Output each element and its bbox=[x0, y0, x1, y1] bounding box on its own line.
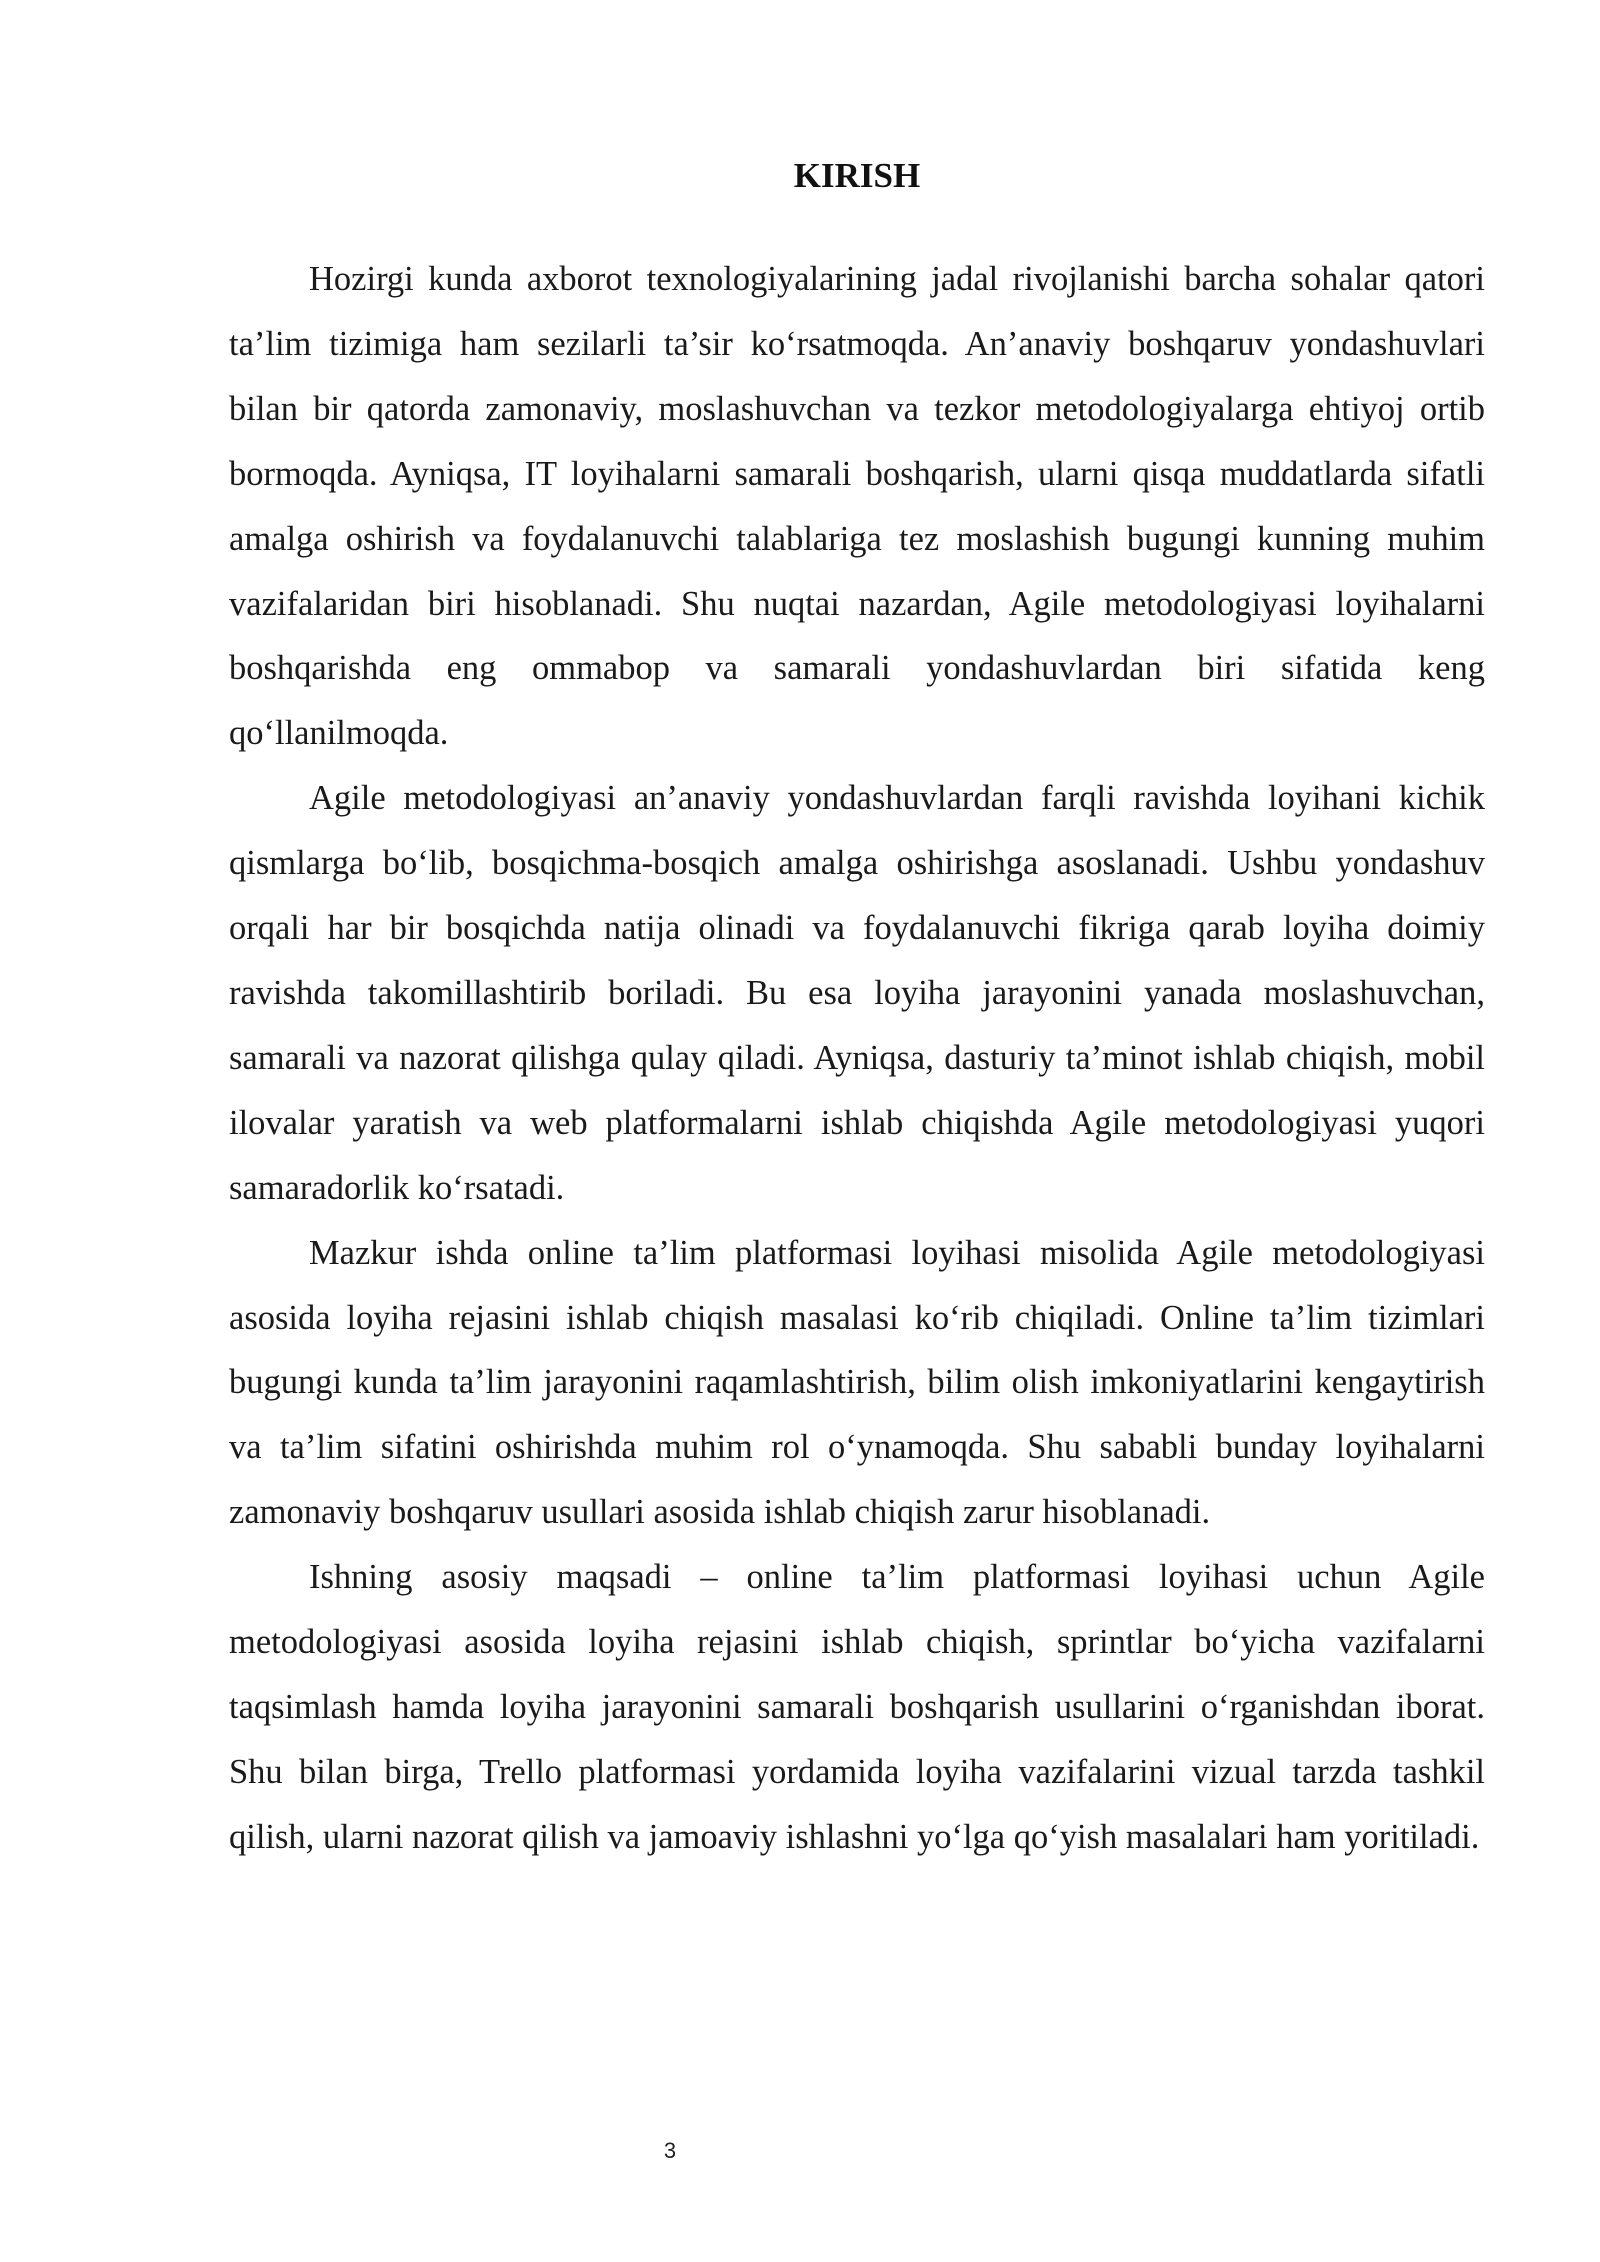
paragraph: Hozirgi kunda axborot texnologiyalarining jadal rivojlanishi barcha sohalar qatori ta’lim tizimiga ham sezilarli ta’sir ko‘rsatmoqda. An’anaviy boshqaruv yondashuvlari bilan bir qatorda zamonaviy, moslashuvchan va tezkor metodologiyalarga ehtiyoj ortib bormoqda. Ayniqsa, IT loyihalarni samarali boshqarish, ularni qisqa muddatlarda sifatli amalga oshirish va foydalanuvchi talablariga tez moslashish bugungi kunning muhim vazifalaridan biri hisoblanadi. Shu nuqtai nazardan, Agile metodologiyasi loyihalarni boshqarishda eng ommabop va samarali yondashuvlardan biri sifatida keng qo‘llanilmoqda. bbox=[229, 260, 1485, 753]
paragraph: Agile metodologiyasi an’anaviy yondashuvlardan farqli ravishda loyihani kichik qismlarga bo‘lib, bosqichma-bosqich amalga oshirishga asoslanadi. Ushbu yondashuv orqali har bir bosqichda natija olinadi va foydalanuvchi fikriga qarab loyiha doimiy ravishda takomillashtirib boriladi. Bu esa loyiha jarayonini yanada moslashuvchan, samarali va nazorat qilishga qulay qiladi. Ayniqsa, dasturiy ta’minot ishlab chiqish, mobil ilovalar yaratish va web platformalarni ishlab chiqishda Agile metodologiyasi yuqori samaradorlik ko‘rsatadi. bbox=[229, 779, 1485, 1207]
paragraph: Mazkur ishda online ta’lim platformasi loyihasi misolida Agile metodologiyasi asosida loyiha rejasini ishlab chiqish masalasi ko‘rib chiqiladi. Online ta’lim tizimlari bugungi kunda ta’lim jarayonini raqamlashtirish, bilim olish imkoniyatlarini kengaytirish va ta’lim sifatini oshirishda muhim rol o‘ynamoqda. Shu sababli bunday loyihalarni zamonaviy boshqaruv usullari asosida ishlab chiqish zarur hisoblanadi. bbox=[229, 1233, 1485, 1532]
page-title: KIRISH bbox=[793, 156, 921, 195]
paragraph: Ishning asosiy maqsadi – online ta’lim platformasi loyihasi uchun Agile metodologiyasi asosida loyiha rejasini ishlab chiqish, sprintlar bo‘yicha vazifalarni taqsimlash hamda loyiha jarayonini samarali boshqarish usullarini o‘rganishdan iborat. Shu bilan birga, Trello platformasi yordamida loyiha vazifalarini vizual tarzda tashkil qilish, ularni nazorat qilish va jamoaviy ishlashni yo‘lga qo‘yish masalalari ham yoritiladi. bbox=[229, 1558, 1485, 1856]
page-number: 3 bbox=[663, 2138, 677, 2163]
body-text bbox=[229, 247, 1485, 1870]
